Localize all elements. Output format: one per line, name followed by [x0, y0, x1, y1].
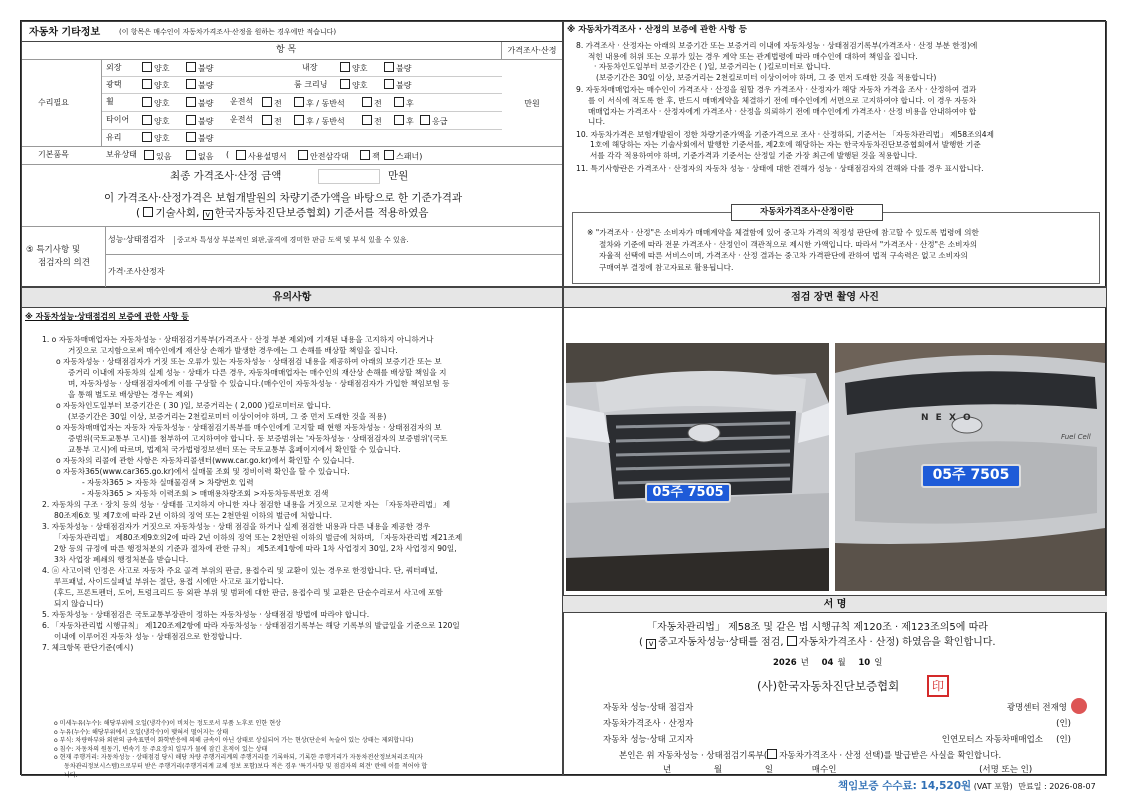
price-guarantee-heading: ※ 자동차가격조사 · 산정의 보증에 관한 사항 등: [567, 25, 748, 35]
check-criteria-examples: o 미세누유(누수): 해당부위에 오일(냉각수)이 비치는 정도로서 부품 노후로 인한 현상 o 누유(누수): 해당부위에서 오일(냉각수)이 맺혀서 떨어지는 상태 o 부식: 차량하부와 외판의 금속표면이 화학반응에 의해 금속이 아닌 상태로 상실되어 가는 현상(단순히 녹슬어 있는 상태는 제외합니다) o 침수: 자동차의 원동기, 변속기 등 주요장치 일부가 물에 잠긴 흔적이 있는 상태 o 현재 주행거리: 자동차성능 · 상태점검 당시 해당 차량 주행거리계의 주행거리를 기록하되, 기록한 주행거리가 자동차전산정보처리조직(자 동차관리정보시스템)으로부터 받은 주행거리(주행거리계 교체 정보 포함)보다 적은 경우 '특기사항 및 점검자의 의견' 란에 이를 적어야 합 니다.: [54, 720, 428, 779]
signature-section: 서 명 「자동차관리법」 제58조 및 같은 법 시행규칙 제120조 · 제123조의5에 따라 ( v 중고자동차성능·상태를 점검, 자동차가격조사 · 산정) 하였음을 확인합니다. 2026 년 04 월 10 일 (사)한국자동차진단보증협회 印 자동차 성능·상태 점검자 광명센터 전재영 자동차가격조사 · 산정자 (인) 자동차 성능·상태 고지자 인연모터스 자동차매매업소 (인) 본인은 위 자동차성능 · 상태점검기록부( 자동차가격조사 · 산정 선택)를 발급받은 사실을 확인합니다. 년 월 일 매수인 (서명 또는 인): [563, 595, 1107, 776]
jack-checkbox[interactable]: [360, 150, 370, 160]
tire-passenger-front-checkbox[interactable]: [362, 115, 372, 125]
price-check-checkbox[interactable]: [787, 636, 797, 646]
performance-check-checkbox[interactable]: v: [646, 639, 656, 649]
tire-driver-rear-checkbox[interactable]: [294, 115, 304, 125]
wheel-passenger-front-checkbox[interactable]: [362, 97, 372, 107]
signer-name-notifier: 인연모터스 자동차매매업소: [941, 735, 1043, 745]
exterior-label: 외장: [106, 63, 122, 72]
price-definition-box: 자동차가격조사·산정이란 ※ "가격조사 · 산정"은 소비자가 매매계약을 체결함에 있어 중고차 가격의 적정성 판단에 참고할 수 있도록 법령에 의한 절차와 기준에 따라 전문 가격조사 · 산정인이 객관적으로 제시한 가액입니다. 따라서 "가격조사 · 산정"은 소비자의 자율적 선택에 따른 서비스이며, 가격조사 · 산정 결과는 중고차 가격판단에 관하여 법적 구속력은 없고 소비자의 구매여부 결정에 참고자료로 활용됩니다.: [572, 212, 1100, 284]
exterior-bad-checkbox[interactable]: [186, 62, 196, 72]
interior-bad-checkbox[interactable]: [384, 62, 394, 72]
manual-checkbox[interactable]: [236, 150, 246, 160]
wheel-good-checkbox[interactable]: [142, 97, 152, 107]
repair-price-unit: 만원: [524, 99, 540, 108]
precautions-header: 유의사항: [22, 288, 562, 308]
license-plate-front: 05주 7505: [645, 483, 731, 503]
inspection-photo-front: [566, 343, 829, 591]
price-column-header: 가격조사·산정: [507, 46, 557, 55]
perf-inspector-label: 성능·상태점검자: [108, 235, 165, 244]
nexo-badge: N E X O: [921, 413, 973, 423]
tire-bad-checkbox[interactable]: [186, 115, 196, 125]
wheel-driver-rear-checkbox[interactable]: [294, 97, 304, 107]
tire-driver-front-checkbox[interactable]: [262, 115, 272, 125]
declaration-line-1: 「자동차관리법」 제58조 및 같은 법 시행규칙 제120조 · 제123조의5에 따라: [647, 622, 988, 633]
room-clean-label: 룸 크리닝: [294, 80, 328, 89]
inspection-record-page: 자동차 기타정보 (이 항목은 매수인이 자동차가격조사·산정을 원하는 경우에만 적습니다) 항 목 가격조사·산정 수리필요 만원 외장 양호 불량 내장 양호 불량 광택 양호 불량 룸 크리닝 양호 불량 휠 양호 불량 운전석 전 후 / 동반석 전 후 타이어 양호 불량 운전석 전 후 / 동반석 전 후 응급 유리 양호 불량 기본품목 보유상태 있음 없음 ( 사용설명서 안전삼각대 잭 스패너) 최종 가격조사·산정 금액 만원 이 가격조사·산정가격은 보험개발원의 차량기준가액을 바탕으로 한 기준가격과 ( 기술사회, v 한국자동차진단보증협회) 기준서를 적용하였음 ⑤ 특기사항 및 점검자의 의견 성능·상태점검자 중고차 특성상 부분적인 외판,골격에 경미한 판금 도색 및 부식 있을 수 있음. 가격·조사산정자 ※ 자동차가격조사 · 산정의 보증에 관한 사항 등 8. 가격조사 · 산정자는 아래의 보증기간 또는 보증거리 이내에 자동차성능 · 상태점검기록부(가격조사 · 산정 부분 한정)에 적힌 내용에 허위 또는 오류가 있는 경우 계약 또는 관계법령에 따라 매수인에 대하여 책임을 집니다. · 자동차인도일부터 보증기간은 ( )일, 보증거리는 ( )킬로미터로 합니다. (보증기간은 30일 이상, 보증거리는 2천킬로미터 이상이어야 하며, 그 중 먼저 도래한 것을 적용합니다) 9. 자동차매매업자는 매수인이 가격조사 · 산정을 원할 경우 가격조사 · 산정자가 해당 자동차 가격을 조사 · 산정하여 결과 를 이 서식에 적도록 한 후, 반드시 매매계약을 체결하기 전에 매수인에게 서면으로 고지하여야 합니다. 이 경우 자동차 매매업자는 가격조사 · 산정자에게 가격조사 · 산정을 의뢰하기 전에 매수인에게 가격조사 · 산정 비용을 안내하여야 합 니다. 10. 자동차가격은 보험개발원이 정한 차량기준가액을 기준가격으로 조사 · 산정하되, 기준서는 「자동차관리법」 제58조의4제 1호에 해당하는 자는 기술사회에서 발행한 기준서를, 제2호에 해당하는 자는 한국자동차진단보증협회에서 발행한 기준 서를 각각 적용하여야 하며, 기준가격과 기준서는 산정일 기준 가장 최근에 발행된 것을 적용합니다. 11. 특기사항란은 가격조사 · 산정자의 자동차 성능 · 상태에 대한 견해가 성능 · 상태점검자의 견해와 다를 경우 표시합니다. 자동차가격조사·산정이란 ※ "가격조사 · 산정"은 소비자가 매매계약을 체결함에 있어 중고차 가격의 적정성 판단에 참고할 수 있도록 법령에 의한 절차와 기준에 따라 전문 가격조사 · 산정인이 객관적으로 제시한 가액입니다. 따라서 "가격조사 · 산정"은 소비자의 자율적 선택에 따른 서비스이며, 가격조사 · 산정 결과는 중고차 가격판단에 관하여 법적 구속력은 없고 소비자의 구매여부 결정에 참고자료로 활용됩니다. 유의사항 ※ 자동차성능·상태점검의 보증에 관한 사항 등 1. o 자동차매매업자는 자동차성능 · 상태점검기록부(가격조사 · 산정 부분 제외)에 기재된 내용을 고지하지 아니하거나 거짓으로 고지함으로써 매수인에게 재산상 손해가 발생한 경우에는 그 손해를 배상할 책임을 집니다. o 자동차성능 · 상태점검자가 거짓 또는 오류가 있는 자동차성능 · 상태점검 내용을 제공하여 아래의 보증기간 또는 보 증거리 이내에 자동차의 실제 성능 · 상태가 다른 경우, 자동차매매업자는 매수인의 재산상 손해를 배상할 책임을 지 며, 자동차성능 · 상태점검자에게 이를 구상할 수 있습니다.(매수인이 자동차성능 · 상태점검자가 가입한 책임보험 등 을 통해 별도로 배상받는 경우는 제외) o 자동차인도일부터 보증기간은 ( 30 )일, 보증거리는 ( 2,000 )킬로미터로 합니다. (보증기간은 30일 이상, 보증거리는 2천킬로미터 이상이어야 하며, 그 중 먼저 도래한 것을 적용) o 자동차매매업자는 자동차 자동차성능 · 상태점검기록부를 매수인에게 고지할 때 현행 자동차성능 · 상태점검자의 보 증범위(국토교통부 고시)를 첨부하여 고지하여야 합니다. 동 보증범위는 '자동차성능 · 상태점검자의 보증범위'(국토 교통부 고시)에 따르며, 법제처 국가법령정보센터 또는 국토교통부 홈페이지에서 확인할 수 있습니다. o 자동차의 리콜에 관한 사항은 자동차리콜센터(www.car.go.kr)에서 확인할 수 있습니다. o 자동차365(www.car365.go.kr)에서 실매물 조회 및 정비이력 확인을 할 수 있습니다. - 자동차365 > 자동차 실매물검색 > 차량번호 입력 - 자동차365 > 자동차 이력조회 > 매매용차량조회 >자동차등록번호 검색 2. 자동차의 구조 · 장치 등의 성능 · 상태를 고지하지 아니한 자나 점검한 내용을 거짓으로 고지한 자는 「자동차관리법」 제 80조제6호 및 제7호에 따라 2년 이하의 징역 또는 2천만원 이하의 벌금에 처합니다. 3. 자동차성능 · 상태점검자가 거짓으로 자동차성능 · 상태 점검을 하거나 실제 점검한 내용과 다른 내용을 제공한 경우 「자동차관리법」 제80조제9호의2에 따라 2년 이하의 징역 또는 2천만원 이하의 벌금에 처하며, 「자동차관리법 제21조제 2항 등의 규정에 따른 행정처분의 기준과 절차에 관한 규칙」 제5조제1항에 따라 1차 사업정지 30일, 2차 사업정지 90일, 3차 사업장 폐쇄의 행정처분을 받습니다. 4. ⓐ 사고이력 인정은 사고로 자동차 주요 골격 부위의 판금, 용접수리 및 교환이 있는 경우로 한정합니다. 단, 쿼터패널, 루프패널, 사이드실패널 부위는 절단, 용접 시에만 사고로 표기합니다. (후드, 프론트펜더, 도어, 트렁크리드 등 외판 부위 및 범퍼에 대한 판금, 용접수리 및 교환은 단순수리로서 사고에 포함 되지 않습니다) 5. 자동차성능 · 상태점검은 국토교통부장관이 정하는 자동차성능 · 상태점검 방법에 따라야 합니다. 6. 「자동차관리법 시행규칙」 제120조제2항에 따라 자동차성능 · 상태점검기록부는 해당 기록부의 발급일을 기준으로 120일 이내에 이루어진 자동차 성능 · 상태점검으로 한정합니다. 7. 체크항목 판단기준(예시) o 미세누유(누수): 해당부위에 오일(냉각수)이 비치는 정도로서 부품 노후로 인한 현상 o 누유(누수): 해당부위에서 오일(냉각수)이 맺혀서 떨어지는 상태 o 부식: 차량하부와 외판의 금속표면이 화학반응에 의해 금속이 아닌 상태로 상실되어 가는 현상(단순히 녹슬어 있는 상태는 제외합니다) o 침수: 자동차의 원동기, 변속기 등 주요장치 일부가 물에 잠긴 흔적이 있는 상태 o 현재 주행거리: 자동차성능 · 상태점검 당시 해당 차량 주행거리계의 주행거리를 기록하되, 기록한 주행거리가 자동차전산정보처리조직(자 동차관리정보시스템)으로부터 받은 주행거리(주행거리계 교체 정보 포함)보다 적은 경우 '특기사항 및 점검자의 의견' 란에 이를 적어야 합 니다. 점검 장면 촬영 사진 05주 7505 N E X O Fuel Cell 05주 7505 서 명 「자동차관리법」 제58조 및 같은 법 시행규칙 제120조 · 제123조의5에 따라 ( v 중고자동차성능·상태를 점검, 자동차가격조사 · 산정) 하였음을 확인합니다. 2026 년 04 월 10 일 (사)한국자동차진단보증협회 印 자동차 성능·상태 점검자 광명센터 전재영 자동차가격조사 · 산정자 (인) 자동차 성능·상태 고지자 인연모터스 자동차매매업소 (인) 본인은 위 자동차성능 · 상태점검기록부( 자동차가격조사 · 산정 선택)를 발급받은 사실을 확인합니다. 년 월 일 매수인 (서명 또는 인) 책임보증 수수료: 14,520원 (VAT 포함) 만료일 : 2026-08-07: [20, 20, 1106, 775]
precautions-heading: ※ 자동차성능·상태점검의 보증에 관한 사항 등: [25, 312, 189, 321]
glass-good-checkbox[interactable]: [142, 132, 152, 142]
basic-yes-checkbox[interactable]: [144, 150, 154, 160]
interior-label: 내장: [302, 63, 318, 72]
basic-items-label: 기본품목: [38, 150, 69, 159]
price-definition-title: 자동차가격조사·산정이란: [731, 204, 883, 221]
tire-passenger-rear-checkbox[interactable]: [394, 115, 404, 125]
inspector-seal: [1071, 698, 1087, 714]
signer-role-price: 자동차가격조사 · 산정자: [603, 719, 694, 729]
precautions-section: [21, 287, 563, 779]
expiration-date: 만료일 : 2026-08-07: [1018, 782, 1096, 791]
final-price-unit: 만원: [388, 170, 409, 182]
signer-role-inspector: 자동차 성능·상태 점검자: [603, 703, 694, 713]
triangle-checkbox[interactable]: [298, 150, 308, 160]
guarantee-fee: 책임보증 수수료: 14,520원: [838, 780, 972, 792]
price-basis-line-1: 이 가격조사·산정가격은 보험개발원의 차량기준가액을 바탕으로 한 기준가격과: [104, 192, 463, 204]
signer-name-inspector: 광명센터 전재영: [1006, 703, 1067, 713]
signer-mark-price: (인): [1056, 719, 1071, 729]
spanner-checkbox[interactable]: [384, 150, 394, 160]
special-notes-label: ⑤ 특기사항 및: [26, 245, 81, 255]
repair-needed-label: 수리필요: [38, 98, 69, 107]
interior-good-checkbox[interactable]: [340, 62, 350, 72]
fuel-cell-badge: Fuel Cell: [1061, 433, 1091, 441]
vehicle-other-info-section: 자동차 기타정보 (이 항목은 매수인이 자동차가격조사·산정을 원하는 경우에만 적습니다) 항 목 가격조사·산정 수리필요 만원 외장 양호 불량 내장 양호 불량 광택 양호 불량 룸 크리닝 양호 불량 휠 양호 불량 운전석 전 후 / 동반석 전 후 타이어 양호 불량 운전석 전 후 / 동반석 전 후 응급 유리 양호 불량 기본품목 보유상태 있음 없음 ( 사용설명서 안전삼각대 잭 스패너) 최종 가격조사·산정 금액 만원 이 가격조사·산정가격은 보험개발원의 차량기준가액을 바탕으로 한 기준가격과 ( 기술사회, v 한국자동차진단보증협회) 기준서를 적용하였음 ⑤ 특기사항 및 점검자의 의견 성능·상태점검자 중고차 특성상 부분적인 외판,골격에 경미한 판금 도색 및 부식 있을 수 있음. 가격·조사산정자: [21, 21, 563, 287]
section-title: 자동차 기타정보: [29, 27, 101, 38]
tire-good-checkbox[interactable]: [142, 115, 152, 125]
technical-society-checkbox[interactable]: [143, 207, 153, 217]
price-inspector-label: 가격·조사산정자: [108, 267, 165, 276]
receipt-price-checkbox[interactable]: [767, 749, 777, 759]
association-seal: 印: [927, 675, 949, 697]
gloss-bad-checkbox[interactable]: [186, 79, 196, 89]
perf-inspector-opinion: 중고차 특성상 부분적인 외판,골격에 경미한 판금 도색 및 부식 있을 수 있음.: [174, 236, 409, 245]
room-clean-bad-checkbox[interactable]: [384, 79, 394, 89]
final-price-field[interactable]: [318, 169, 380, 184]
price-guarantee-items: 8. 가격조사 · 산정자는 아래의 보증기간 또는 보증거리 이내에 자동차성능 · 상태점검기록부(가격조사 · 산정 부분 한정)에 적힌 내용에 허위 또는 오류가 있는 경우 계약 또는 관계법령에 따라 매수인에 대하여 책임을 집니다. · 자동차인도일부터 보증기간은 ( )일, 보증거리는 ( )킬로미터로 합니다. (보증기간은 30일 이상, 보증거리는 2천킬로미터 이상이어야 하며, 그 중 먼저 도래한 것을 적용합니다) 9. 자동차매매업자는 매수인이 가격조사 · 산정을 원할 경우 가격조사 · 산정자가 해당 자동차 가격을 조사 · 산정하여 결과 를 이 서식에 적도록 한 후, 반드시 매매계약을 체결하기 전에 매수인에게 서면으로 고지하여야 합니다. 이 경우 자동차 매매업자는 가격조사 · 산정자에게 가격조사 · 산정을 의뢰하기 전에 매수인에게 가격조사 · 산정 비용을 안내하여야 합 니다. 10. 자동차가격은 보험개발원이 정한 차량기준가액을 기준가격으로 조사 · 산정하되, 기준서는 「자동차관리법」 제58조의4제 1호에 해당하는 자는 기술사회에서 발행한 기준서를, 제2호에 해당하는 자는 한국자동차진단보증협회에서 발행한 기준 서를 각각 적용하여야 하며, 기준가격과 기준서는 산정일 기준 가장 최근에 발행된 것을 적용합니다. 11. 특기사항란은 가격조사 · 산정자의 자동차 성능 · 상태에 대한 견해가 성능 · 상태점검자의 견해와 다를 경우 표시합니다.: [576, 41, 994, 173]
kaida-checkbox[interactable]: v: [203, 210, 213, 220]
basic-no-checkbox[interactable]: [186, 150, 196, 160]
precautions-body: 1. o 자동차매매업자는 자동차성능 · 상태점검기록부(가격조사 · 산정 부분 제외)에 기재된 내용을 고지하지 아니하거나 거짓으로 고지함으로써 매수인에게 재산상 손해가 발생한 경우에는 그 손해를 배상할 책임을 집니다. o 자동차성능 · 상태점검자가 거짓 또는 오류가 있는 자동차성능 · 상태점검 내용을 제공하여 아래의 보증기간 또는 보 증거리 이내에 자동차의 실제 성능 · 상태가 다른 경우, 자동차매매업자는 매수인의 재산상 손해를 배상할 책임을 지 며, 자동차성능 · 상태점검자에게 이를 구상할 수 있습니다.(매수인이 자동차성능 · 상태점검자가 가입한 책임보험 등 을 통해 별도로 배상받는 경우는 제외) o 자동차인도일부터 보증기간은 ( 30 )일, 보증거리는 ( 2,000 )킬로미터로 합니다. (보증기간은 30일 이상, 보증거리는 2천킬로미터 이상이어야 하며, 그 중 먼저 도래한 것을 적용) o 자동차매매업자는 자동차 자동차성능 · 상태점검기록부를 매수인에게 고지할 때 현행 자동차성능 · 상태점검자의 보 증범위(국토교통부 고시)를 첨부하여 고지하여야 합니다. 동 보증범위는 '자동차성능 · 상태점검자의 보증범위'(국토 교통부 고시)에 따르며, 법제처 국가법령정보센터 또는 국토교통부 홈페이지에서 확인할 수 있습니다. o 자동차의 리콜에 관한 사항은 자동차리콜센터(www.car.go.kr)에서 확인할 수 있습니다. o 자동차365(www.car365.go.kr)에서 실매물 조회 및 정비이력 확인을 할 수 있습니다. - 자동차365 > 자동차 실매물검색 > 차량번호 입력 - 자동차365 > 자동차 이력조회 > 매매용차량조회 >자동차등록번호 검색 2. 자동차의 구조 · 장치 등의 성능 · 상태를 고지하지 아니한 자나 점검한 내용을 거짓으로 고지한 자는 「자동차관리법」 제 80조제6호 및 제7호에 따라 2년 이하의 징역 또는 2천만원 이하의 벌금에 처합니다. 3. 자동차성능 · 상태점검자가 거짓으로 자동차성능 · 상태 점검을 하거나 실제 점검한 내용과 다른 내용을 제공한 경우 「자동차관리법」 제80조제9호의2에 따라 2년 이하의 징역 또는 2천만원 이하의 벌금에 처하며, 「자동차관리법 제21조제 2항 등의 규정에 따른 행정처분의 기준과 절차에 관한 규칙」 제5조제1항에 따라 1차 사업정지 30일, 2차 사업정지 90일, 3차 사업장 폐쇄의 행정처분을 받습니다. 4. ⓐ 사고이력 인정은 사고로 자동차 주요 골격 부위의 판금, 용접수리 및 교환이 있는 경우로 한정합니다. 단, 쿼터패널, 루프패널, 사이드실패널 부위는 절단, 용접 시에만 사고로 표기합니다. (후드, 프론트펜더, 도어, 트렁크리드 등 외판 부위 및 범퍼에 대한 판금, 용접수리 및 교환은 단순수리로서 사고에 포함 되지 않습니다) 5. 자동차성능 · 상태점검은 국토교통부장관이 정하는 자동차성능 · 상태점검 방법에 따라야 합니다. 6. 「자동차관리법 시행규칙」 제120조제2항에 따라 자동차성능 · 상태점검기록부는 해당 기록부의 발급일을 기준으로 120일 이내에 이루어진 자동차 성능 · 상태점검으로 한정합니다. 7. 체크항목 판단기준(예시): [42, 335, 463, 652]
tire-emergency-checkbox[interactable]: [420, 115, 430, 125]
price-guarantee-section: [563, 21, 1107, 287]
gloss-label: 광택: [106, 80, 122, 89]
wheel-passenger-rear-checkbox[interactable]: [394, 97, 404, 107]
license-plate-rear: 05주 7505: [921, 464, 1021, 488]
gloss-good-checkbox[interactable]: [142, 79, 152, 89]
association-name: (사)한국자동차진단보증협회: [757, 679, 900, 693]
room-clean-good-checkbox[interactable]: [340, 79, 350, 89]
issue-date: 2026 년 04 월 10 일: [773, 658, 883, 668]
photo-header: 점검 장면 촬영 사진: [564, 288, 1106, 308]
signature-header: 서 명: [563, 596, 1107, 613]
glass-label: 유리: [106, 133, 122, 142]
wheel-label: 휠: [106, 97, 114, 106]
car-front-image: [566, 343, 829, 591]
wheel-bad-checkbox[interactable]: [186, 97, 196, 107]
item-column-header: 항 목: [276, 45, 297, 55]
tire-label: 타이어: [106, 115, 130, 124]
final-price-label: 최종 가격조사·산정 금액: [170, 170, 282, 182]
exterior-good-checkbox[interactable]: [142, 62, 152, 72]
signer-role-notifier: 자동차 성능·상태 고지자: [603, 735, 694, 745]
wheel-driver-front-checkbox[interactable]: [262, 97, 272, 107]
section-note: (이 항목은 매수인이 자동차가격조사·산정을 원하는 경우에만 적습니다): [119, 28, 337, 36]
glass-bad-checkbox[interactable]: [186, 132, 196, 142]
